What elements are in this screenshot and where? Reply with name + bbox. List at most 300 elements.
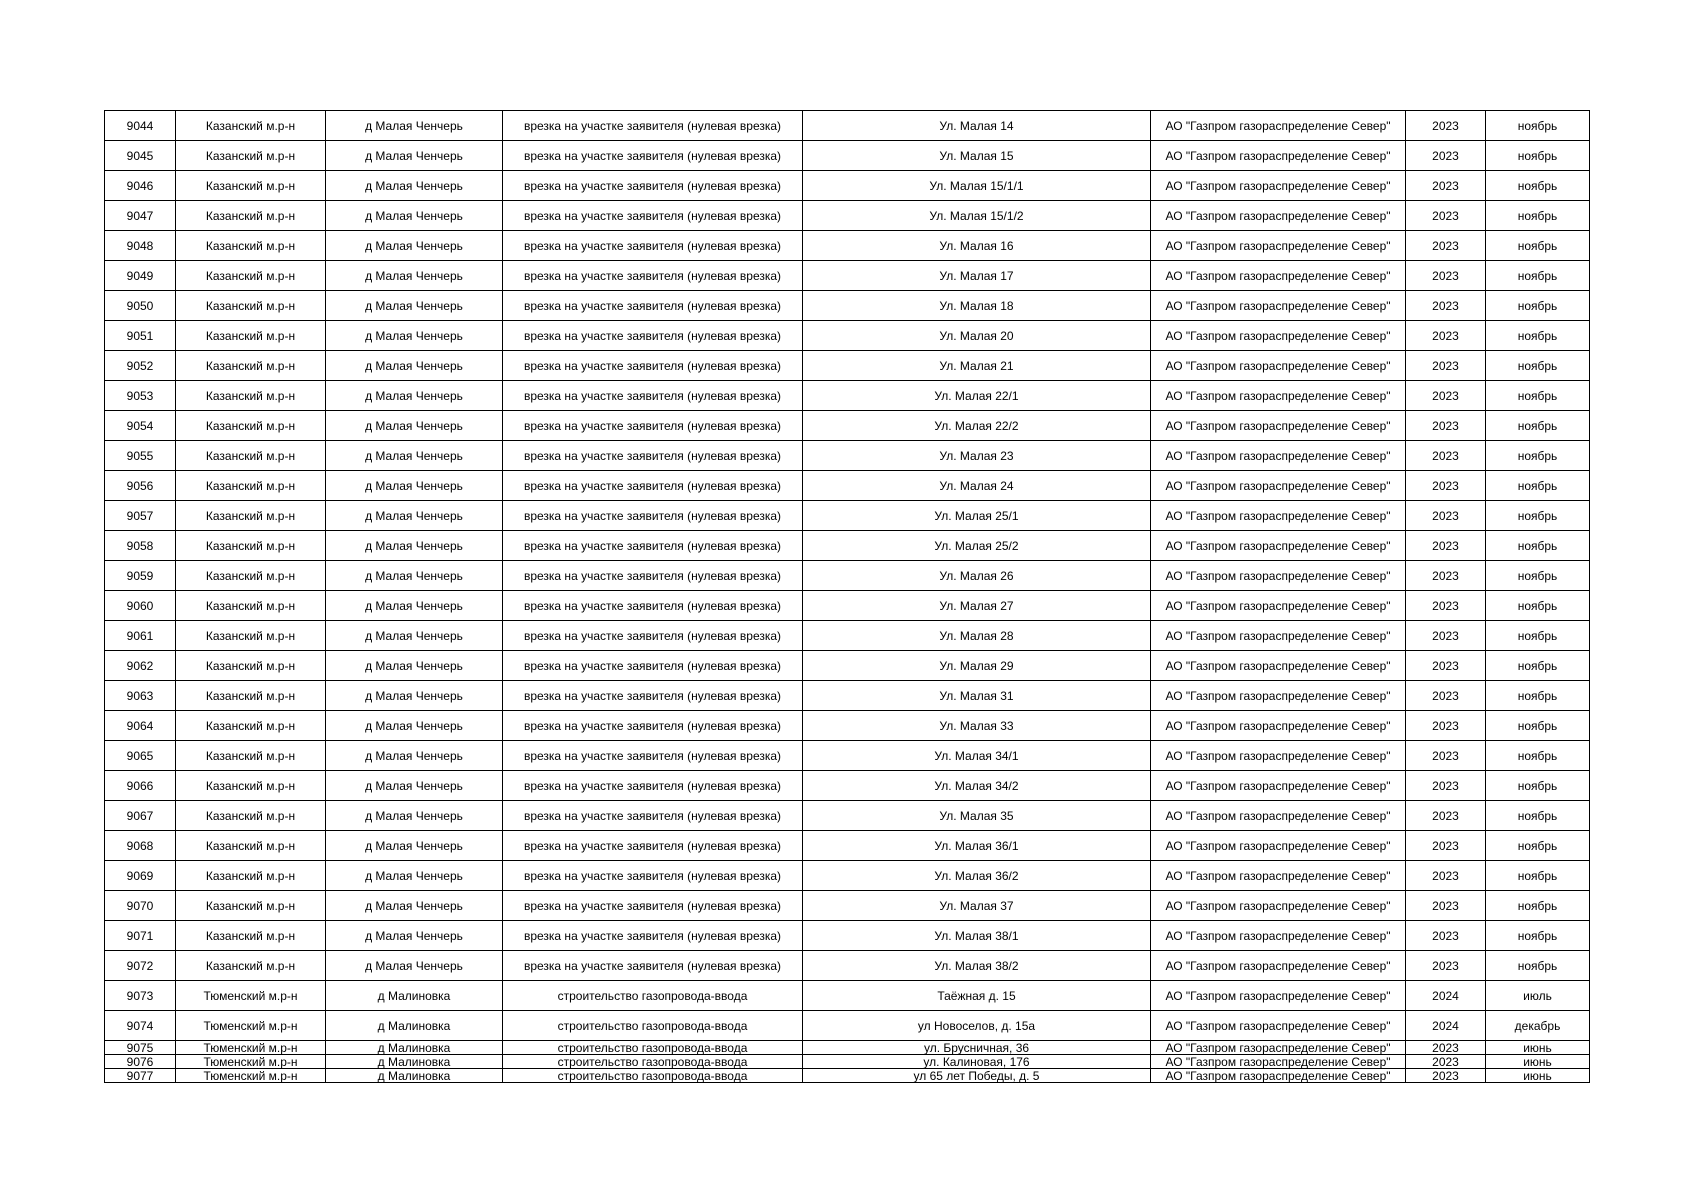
month-cell: ноябрь (1486, 411, 1590, 441)
month-cell: декабрь (1486, 1011, 1590, 1041)
work-type-cell: врезка на участке заявителя (нулевая врезка) (503, 591, 803, 621)
row-number-cell: 9045 (105, 141, 176, 171)
month-cell: ноябрь (1486, 921, 1590, 951)
work-type-cell: врезка на участке заявителя (нулевая врезка) (503, 561, 803, 591)
table-row (105, 531, 1590, 561)
month-cell: ноябрь (1486, 801, 1590, 831)
district-cell: Казанский м.р-н (176, 321, 326, 351)
row-number-cell: 9059 (105, 561, 176, 591)
address-cell: Ул. Малая 15/1/1 (803, 171, 1151, 201)
row-number-cell: 9076 (105, 1055, 176, 1069)
locality-cell: д Малая Ченчерь (326, 801, 503, 831)
month-cell: июнь (1486, 1041, 1590, 1055)
district-cell: Казанский м.р-н (176, 891, 326, 921)
district-cell: Казанский м.р-н (176, 831, 326, 861)
table-row (105, 1055, 1590, 1069)
district-cell: Казанский м.р-н (176, 111, 326, 141)
organization-cell: АО "Газпром газораспределение Север" (1151, 501, 1406, 531)
table-row (105, 231, 1590, 261)
organization-cell: АО "Газпром газораспределение Север" (1151, 831, 1406, 861)
organization-cell: АО "Газпром газораспределение Север" (1151, 1055, 1406, 1069)
district-cell: Казанский м.р-н (176, 801, 326, 831)
organization-cell: АО "Газпром газораспределение Север" (1151, 951, 1406, 981)
district-cell: Казанский м.р-н (176, 231, 326, 261)
work-type-cell: строительство газопровода-ввода (503, 1041, 803, 1055)
locality-cell: д Малая Ченчерь (326, 201, 503, 231)
address-cell: Ул. Малая 38/1 (803, 921, 1151, 951)
year-cell: 2024 (1406, 981, 1486, 1011)
table-row (105, 321, 1590, 351)
locality-cell: д Малая Ченчерь (326, 351, 503, 381)
year-cell: 2023 (1406, 501, 1486, 531)
table-row (105, 441, 1590, 471)
district-cell: Казанский м.р-н (176, 471, 326, 501)
work-type-cell: строительство газопровода-ввода (503, 1069, 803, 1083)
table-row (105, 711, 1590, 741)
month-cell: ноябрь (1486, 501, 1590, 531)
organization-cell: АО "Газпром газораспределение Север" (1151, 171, 1406, 201)
table-row (105, 621, 1590, 651)
work-type-cell: строительство газопровода-ввода (503, 981, 803, 1011)
district-cell: Тюменский м.р-н (176, 981, 326, 1011)
row-number-cell: 9074 (105, 1011, 176, 1041)
gasification-table (104, 110, 1590, 1083)
year-cell: 2023 (1406, 1069, 1486, 1083)
table-row (105, 891, 1590, 921)
district-cell: Казанский м.р-н (176, 261, 326, 291)
row-number-cell: 9057 (105, 501, 176, 531)
year-cell: 2023 (1406, 321, 1486, 351)
locality-cell: д Малая Ченчерь (326, 561, 503, 591)
year-cell: 2023 (1406, 471, 1486, 501)
locality-cell: д Малая Ченчерь (326, 651, 503, 681)
locality-cell: д Малиновка (326, 981, 503, 1011)
row-number-cell: 9054 (105, 411, 176, 441)
month-cell: ноябрь (1486, 711, 1590, 741)
locality-cell: д Малая Ченчерь (326, 921, 503, 951)
district-cell: Казанский м.р-н (176, 441, 326, 471)
table-row (105, 351, 1590, 381)
organization-cell: АО "Газпром газораспределение Север" (1151, 591, 1406, 621)
year-cell: 2023 (1406, 441, 1486, 471)
organization-cell: АО "Газпром газораспределение Север" (1151, 231, 1406, 261)
table-row (105, 201, 1590, 231)
month-cell: ноябрь (1486, 951, 1590, 981)
district-cell: Казанский м.р-н (176, 141, 326, 171)
work-type-cell: врезка на участке заявителя (нулевая врезка) (503, 261, 803, 291)
work-type-cell: врезка на участке заявителя (нулевая врезка) (503, 801, 803, 831)
work-type-cell: врезка на участке заявителя (нулевая врезка) (503, 141, 803, 171)
district-cell: Казанский м.р-н (176, 591, 326, 621)
row-number-cell: 9060 (105, 591, 176, 621)
district-cell: Тюменский м.р-н (176, 1069, 326, 1083)
table-row (105, 681, 1590, 711)
table-row (105, 801, 1590, 831)
work-type-cell: врезка на участке заявителя (нулевая врезка) (503, 111, 803, 141)
year-cell: 2023 (1406, 771, 1486, 801)
organization-cell: АО "Газпром газораспределение Север" (1151, 441, 1406, 471)
address-cell: Ул. Малая 23 (803, 441, 1151, 471)
locality-cell: д Малая Ченчерь (326, 891, 503, 921)
locality-cell: д Малая Ченчерь (326, 501, 503, 531)
organization-cell: АО "Газпром газораспределение Север" (1151, 471, 1406, 501)
address-cell: ул 65 лет Победы, д. 5 (803, 1069, 1151, 1083)
organization-cell: АО "Газпром газораспределение Север" (1151, 981, 1406, 1011)
district-cell: Казанский м.р-н (176, 711, 326, 741)
address-cell: Ул. Малая 27 (803, 591, 1151, 621)
row-number-cell: 9077 (105, 1069, 176, 1083)
table-row (105, 291, 1590, 321)
work-type-cell: врезка на участке заявителя (нулевая врезка) (503, 321, 803, 351)
address-cell: Ул. Малая 31 (803, 681, 1151, 711)
organization-cell: АО "Газпром газораспределение Север" (1151, 561, 1406, 591)
work-type-cell: врезка на участке заявителя (нулевая врезка) (503, 621, 803, 651)
month-cell: ноябрь (1486, 141, 1590, 171)
address-cell: Ул. Малая 33 (803, 711, 1151, 741)
month-cell: ноябрь (1486, 861, 1590, 891)
locality-cell: д Малая Ченчерь (326, 831, 503, 861)
table-row (105, 171, 1590, 201)
organization-cell: АО "Газпром газораспределение Север" (1151, 741, 1406, 771)
month-cell: ноябрь (1486, 831, 1590, 861)
address-cell: Ул. Малая 36/1 (803, 831, 1151, 861)
year-cell: 2023 (1406, 351, 1486, 381)
locality-cell: д Малая Ченчерь (326, 681, 503, 711)
organization-cell: АО "Газпром газораспределение Север" (1151, 681, 1406, 711)
year-cell: 2023 (1406, 561, 1486, 591)
organization-cell: АО "Газпром газораспределение Север" (1151, 201, 1406, 231)
work-type-cell: врезка на участке заявителя (нулевая врезка) (503, 891, 803, 921)
address-cell: Ул. Малая 17 (803, 261, 1151, 291)
row-number-cell: 9053 (105, 381, 176, 411)
month-cell: ноябрь (1486, 651, 1590, 681)
month-cell: ноябрь (1486, 531, 1590, 561)
year-cell: 2023 (1406, 231, 1486, 261)
row-number-cell: 9063 (105, 681, 176, 711)
district-cell: Казанский м.р-н (176, 861, 326, 891)
locality-cell: д Малиновка (326, 1055, 503, 1069)
row-number-cell: 9049 (105, 261, 176, 291)
organization-cell: АО "Газпром газораспределение Север" (1151, 291, 1406, 321)
table-row (105, 141, 1590, 171)
row-number-cell: 9069 (105, 861, 176, 891)
row-number-cell: 9056 (105, 471, 176, 501)
year-cell: 2023 (1406, 801, 1486, 831)
locality-cell: д Малая Ченчерь (326, 291, 503, 321)
organization-cell: АО "Газпром газораспределение Север" (1151, 111, 1406, 141)
month-cell: ноябрь (1486, 231, 1590, 261)
address-cell: Ул. Малая 21 (803, 351, 1151, 381)
table-row (105, 111, 1590, 141)
table-row (105, 771, 1590, 801)
organization-cell: АО "Газпром газораспределение Север" (1151, 351, 1406, 381)
row-number-cell: 9050 (105, 291, 176, 321)
year-cell: 2023 (1406, 831, 1486, 861)
row-number-cell: 9067 (105, 801, 176, 831)
organization-cell: АО "Газпром газораспределение Север" (1151, 651, 1406, 681)
district-cell: Казанский м.р-н (176, 201, 326, 231)
month-cell: июль (1486, 981, 1590, 1011)
month-cell: ноябрь (1486, 561, 1590, 591)
locality-cell: д Малая Ченчерь (326, 621, 503, 651)
work-type-cell: врезка на участке заявителя (нулевая врезка) (503, 741, 803, 771)
address-cell: Ул. Малая 24 (803, 471, 1151, 501)
address-cell: Ул. Малая 25/1 (803, 501, 1151, 531)
work-type-cell: врезка на участке заявителя (нулевая врезка) (503, 171, 803, 201)
district-cell: Казанский м.р-н (176, 561, 326, 591)
row-number-cell: 9071 (105, 921, 176, 951)
document-sheet (104, 110, 1589, 1083)
locality-cell: д Малая Ченчерь (326, 741, 503, 771)
district-cell: Казанский м.р-н (176, 951, 326, 981)
organization-cell: АО "Газпром газораспределение Север" (1151, 141, 1406, 171)
organization-cell: АО "Газпром газораспределение Север" (1151, 1041, 1406, 1055)
district-cell: Казанский м.р-н (176, 171, 326, 201)
work-type-cell: врезка на участке заявителя (нулевая врезка) (503, 771, 803, 801)
organization-cell: АО "Газпром газораспределение Север" (1151, 891, 1406, 921)
work-type-cell: врезка на участке заявителя (нулевая врезка) (503, 711, 803, 741)
locality-cell: д Малая Ченчерь (326, 771, 503, 801)
month-cell: ноябрь (1486, 591, 1590, 621)
month-cell: ноябрь (1486, 321, 1590, 351)
row-number-cell: 9073 (105, 981, 176, 1011)
row-number-cell: 9047 (105, 201, 176, 231)
row-number-cell: 9072 (105, 951, 176, 981)
work-type-cell: врезка на участке заявителя (нулевая врезка) (503, 861, 803, 891)
table-row (105, 261, 1590, 291)
year-cell: 2023 (1406, 201, 1486, 231)
address-cell: Ул. Малая 16 (803, 231, 1151, 261)
work-type-cell: врезка на участке заявителя (нулевая врезка) (503, 231, 803, 261)
month-cell: июнь (1486, 1055, 1590, 1069)
row-number-cell: 9062 (105, 651, 176, 681)
table-row (105, 981, 1590, 1011)
organization-cell: АО "Газпром газораспределение Север" (1151, 531, 1406, 561)
row-number-cell: 9052 (105, 351, 176, 381)
month-cell: ноябрь (1486, 741, 1590, 771)
address-cell: Таёжная д. 15 (803, 981, 1151, 1011)
organization-cell: АО "Газпром газораспределение Север" (1151, 771, 1406, 801)
row-number-cell: 9044 (105, 111, 176, 141)
table-body (105, 111, 1590, 1083)
year-cell: 2023 (1406, 651, 1486, 681)
locality-cell: д Малиновка (326, 1011, 503, 1041)
work-type-cell: врезка на участке заявителя (нулевая врезка) (503, 381, 803, 411)
year-cell: 2023 (1406, 591, 1486, 621)
address-cell: Ул. Малая 18 (803, 291, 1151, 321)
district-cell: Тюменский м.р-н (176, 1011, 326, 1041)
month-cell: июнь (1486, 1069, 1590, 1083)
work-type-cell: врезка на участке заявителя (нулевая врезка) (503, 291, 803, 321)
work-type-cell: врезка на участке заявителя (нулевая врезка) (503, 201, 803, 231)
table-row (105, 861, 1590, 891)
locality-cell: д Малая Ченчерь (326, 321, 503, 351)
locality-cell: д Малая Ченчерь (326, 231, 503, 261)
address-cell: Ул. Малая 34/2 (803, 771, 1151, 801)
address-cell: Ул. Малая 15/1/2 (803, 201, 1151, 231)
table-row (105, 561, 1590, 591)
organization-cell: АО "Газпром газораспределение Север" (1151, 321, 1406, 351)
work-type-cell: врезка на участке заявителя (нулевая врезка) (503, 471, 803, 501)
district-cell: Казанский м.р-н (176, 411, 326, 441)
month-cell: ноябрь (1486, 261, 1590, 291)
year-cell: 2023 (1406, 921, 1486, 951)
address-cell: Ул. Малая 29 (803, 651, 1151, 681)
year-cell: 2023 (1406, 1041, 1486, 1055)
district-cell: Казанский м.р-н (176, 741, 326, 771)
organization-cell: АО "Газпром газораспределение Север" (1151, 921, 1406, 951)
work-type-cell: врезка на участке заявителя (нулевая врезка) (503, 501, 803, 531)
district-cell: Казанский м.р-н (176, 351, 326, 381)
organization-cell: АО "Газпром газораспределение Север" (1151, 1069, 1406, 1083)
month-cell: ноябрь (1486, 171, 1590, 201)
work-type-cell: врезка на участке заявителя (нулевая врезка) (503, 441, 803, 471)
year-cell: 2023 (1406, 381, 1486, 411)
year-cell: 2023 (1406, 411, 1486, 441)
work-type-cell: врезка на участке заявителя (нулевая врезка) (503, 831, 803, 861)
organization-cell: АО "Газпром газораспределение Север" (1151, 621, 1406, 651)
locality-cell: д Малая Ченчерь (326, 531, 503, 561)
district-cell: Казанский м.р-н (176, 291, 326, 321)
row-number-cell: 9075 (105, 1041, 176, 1055)
locality-cell: д Малая Ченчерь (326, 411, 503, 441)
row-number-cell: 9068 (105, 831, 176, 861)
month-cell: ноябрь (1486, 441, 1590, 471)
table-row (105, 591, 1590, 621)
locality-cell: д Малая Ченчерь (326, 861, 503, 891)
table-row (105, 1011, 1590, 1041)
address-cell: Ул. Малая 14 (803, 111, 1151, 141)
year-cell: 2023 (1406, 681, 1486, 711)
year-cell: 2023 (1406, 1055, 1486, 1069)
row-number-cell: 9066 (105, 771, 176, 801)
locality-cell: д Малая Ченчерь (326, 951, 503, 981)
district-cell: Казанский м.р-н (176, 381, 326, 411)
year-cell: 2023 (1406, 711, 1486, 741)
work-type-cell: строительство газопровода-ввода (503, 1055, 803, 1069)
year-cell: 2023 (1406, 141, 1486, 171)
district-cell: Казанский м.р-н (176, 501, 326, 531)
year-cell: 2023 (1406, 951, 1486, 981)
locality-cell: д Малиновка (326, 1069, 503, 1083)
address-cell: Ул. Малая 26 (803, 561, 1151, 591)
month-cell: ноябрь (1486, 681, 1590, 711)
address-cell: Ул. Малая 25/2 (803, 531, 1151, 561)
table-row (105, 1069, 1590, 1083)
table-row (105, 1041, 1590, 1055)
district-cell: Тюменский м.р-н (176, 1055, 326, 1069)
year-cell: 2023 (1406, 861, 1486, 891)
year-cell: 2023 (1406, 171, 1486, 201)
address-cell: Ул. Малая 35 (803, 801, 1151, 831)
organization-cell: АО "Газпром газораспределение Север" (1151, 801, 1406, 831)
district-cell: Казанский м.р-н (176, 621, 326, 651)
row-number-cell: 9051 (105, 321, 176, 351)
district-cell: Казанский м.р-н (176, 531, 326, 561)
district-cell: Казанский м.р-н (176, 921, 326, 951)
row-number-cell: 9070 (105, 891, 176, 921)
month-cell: ноябрь (1486, 621, 1590, 651)
organization-cell: АО "Газпром газораспределение Север" (1151, 261, 1406, 291)
locality-cell: д Малая Ченчерь (326, 591, 503, 621)
row-number-cell: 9046 (105, 171, 176, 201)
year-cell: 2023 (1406, 111, 1486, 141)
locality-cell: д Малая Ченчерь (326, 141, 503, 171)
month-cell: ноябрь (1486, 771, 1590, 801)
month-cell: ноябрь (1486, 381, 1590, 411)
month-cell: ноябрь (1486, 471, 1590, 501)
table-row (105, 411, 1590, 441)
organization-cell: АО "Газпром газораспределение Север" (1151, 861, 1406, 891)
table-row (105, 831, 1590, 861)
row-number-cell: 9064 (105, 711, 176, 741)
work-type-cell: врезка на участке заявителя (нулевая врезка) (503, 651, 803, 681)
year-cell: 2023 (1406, 621, 1486, 651)
organization-cell: АО "Газпром газораспределение Север" (1151, 1011, 1406, 1041)
month-cell: ноябрь (1486, 351, 1590, 381)
locality-cell: д Малая Ченчерь (326, 111, 503, 141)
year-cell: 2023 (1406, 531, 1486, 561)
locality-cell: д Малая Ченчерь (326, 441, 503, 471)
district-cell: Тюменский м.р-н (176, 1041, 326, 1055)
address-cell: Ул. Малая 15 (803, 141, 1151, 171)
month-cell: ноябрь (1486, 891, 1590, 921)
organization-cell: АО "Газпром газораспределение Север" (1151, 411, 1406, 441)
locality-cell: д Малая Ченчерь (326, 711, 503, 741)
locality-cell: д Малая Ченчерь (326, 171, 503, 201)
locality-cell: д Малая Ченчерь (326, 381, 503, 411)
locality-cell: д Малиновка (326, 1041, 503, 1055)
locality-cell: д Малая Ченчерь (326, 471, 503, 501)
table-row (105, 741, 1590, 771)
year-cell: 2023 (1406, 741, 1486, 771)
row-number-cell: 9065 (105, 741, 176, 771)
work-type-cell: врезка на участке заявителя (нулевая врезка) (503, 351, 803, 381)
month-cell: ноябрь (1486, 201, 1590, 231)
table-row (105, 951, 1590, 981)
address-cell: Ул. Малая 36/2 (803, 861, 1151, 891)
address-cell: Ул. Малая 22/1 (803, 381, 1151, 411)
month-cell: ноябрь (1486, 291, 1590, 321)
organization-cell: АО "Газпром газораспределение Север" (1151, 711, 1406, 741)
organization-cell: АО "Газпром газораспределение Север" (1151, 381, 1406, 411)
year-cell: 2023 (1406, 891, 1486, 921)
row-number-cell: 9055 (105, 441, 176, 471)
work-type-cell: строительство газопровода-ввода (503, 1011, 803, 1041)
work-type-cell: врезка на участке заявителя (нулевая врезка) (503, 411, 803, 441)
table-row (105, 471, 1590, 501)
address-cell: ул. Брусничная, 36 (803, 1041, 1151, 1055)
district-cell: Казанский м.р-н (176, 651, 326, 681)
year-cell: 2024 (1406, 1011, 1486, 1041)
year-cell: 2023 (1406, 291, 1486, 321)
locality-cell: д Малая Ченчерь (326, 261, 503, 291)
month-cell: ноябрь (1486, 111, 1590, 141)
address-cell: Ул. Малая 34/1 (803, 741, 1151, 771)
address-cell: Ул. Малая 22/2 (803, 411, 1151, 441)
address-cell: Ул. Малая 37 (803, 891, 1151, 921)
district-cell: Казанский м.р-н (176, 681, 326, 711)
address-cell: ул Новоселов, д. 15а (803, 1011, 1151, 1041)
address-cell: Ул. Малая 20 (803, 321, 1151, 351)
address-cell: ул. Калиновая, 176 (803, 1055, 1151, 1069)
row-number-cell: 9061 (105, 621, 176, 651)
table-row (105, 651, 1590, 681)
work-type-cell: врезка на участке заявителя (нулевая врезка) (503, 921, 803, 951)
work-type-cell: врезка на участке заявителя (нулевая врезка) (503, 951, 803, 981)
row-number-cell: 9048 (105, 231, 176, 261)
table-row (105, 381, 1590, 411)
